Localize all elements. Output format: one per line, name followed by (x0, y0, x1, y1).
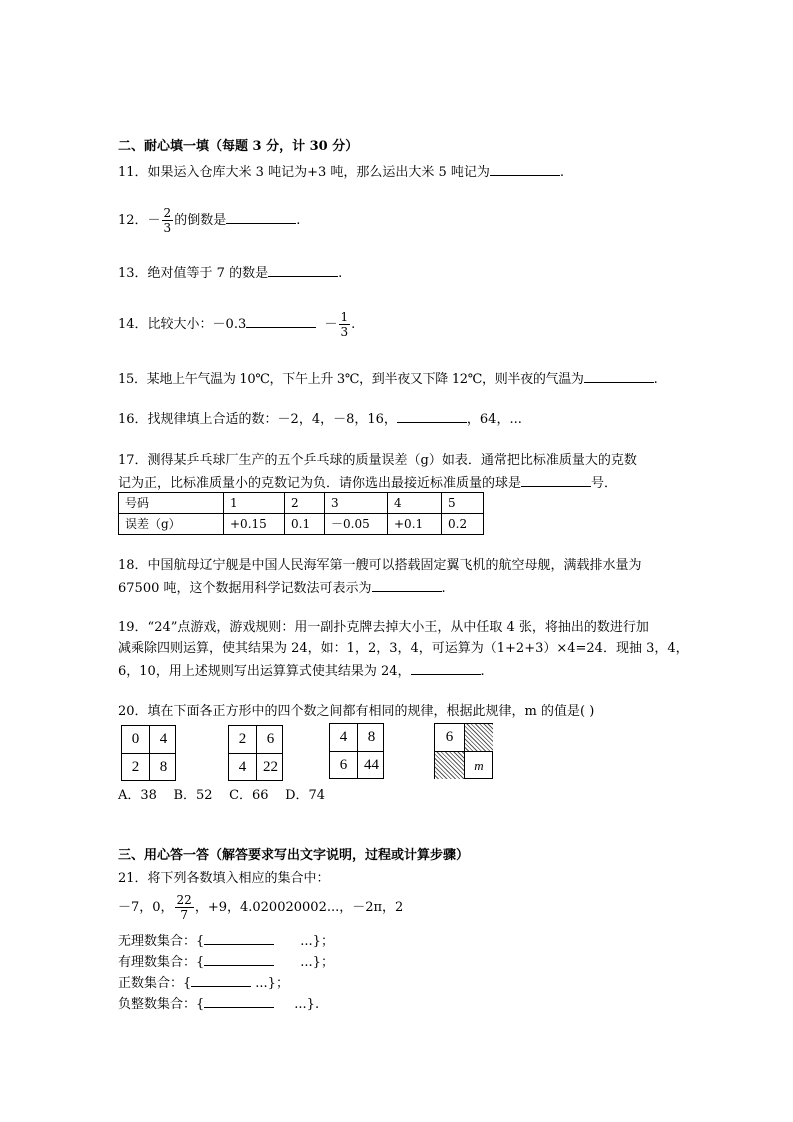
question-end: . (480, 664, 485, 679)
fraction (339, 310, 351, 339)
square-cell: 8 (367, 729, 376, 745)
fraction (162, 206, 174, 235)
answer-blank[interactable] (191, 974, 251, 987)
question-12 (118, 205, 300, 237)
number-list-prefix: －7，0， (118, 900, 174, 915)
question-18-line1: 18．中国航母辽宁舰是中国人民海军第一艘可以搭载固定翼飞机的航空母舰，满载排水量为 (118, 558, 642, 573)
number-square-4 (434, 723, 493, 779)
number-list-suffix: ，+9，4.020020002...，－2π，2 (194, 900, 404, 915)
set-label: 无理数集合：{ (118, 934, 205, 949)
question-text: 14．比较大小：－0.3 (118, 317, 247, 332)
answer-blank[interactable] (397, 410, 467, 423)
table-cell: 4 (388, 493, 442, 514)
square-cell: 4 (238, 759, 247, 775)
question-end: . (559, 165, 565, 180)
fraction-denominator: 3 (163, 221, 172, 235)
number-square-3 (329, 723, 384, 779)
minus-sign: － (324, 317, 338, 332)
question-text: 11．如果运入仓库大米 3 吨记为+3 吨，那么运出大米 5 吨记为 (118, 165, 490, 180)
square-cell: 4 (159, 731, 168, 747)
square-cell: 44 (364, 757, 379, 773)
set-label: 负整数集合：{ (118, 997, 205, 1012)
question-19-line2: 减乘除四则运算，使其结果为 24，如：1，2，3，4，可运算为（1+2+3）×4=24．现抽 3，4， (118, 641, 689, 656)
question-end: . (351, 317, 356, 332)
number-square-2 (228, 725, 283, 781)
question-19-line3 (118, 662, 485, 680)
question-20: 20．填在下面各正方形中的四个数之间都有相同的规律，根据此规律，m 的值是( ) (118, 704, 595, 719)
table-cell: 0.2 (442, 514, 484, 535)
question-11 (118, 163, 564, 181)
answer-blank[interactable] (584, 370, 654, 383)
unknown-m-cell: m (474, 757, 484, 773)
question-15 (118, 370, 657, 388)
set-end: ...}； (300, 955, 334, 970)
table-cell: +0.1 (388, 514, 442, 535)
table-row (119, 493, 484, 514)
question-21: 21．将下列各数填入相应的集合中： (118, 871, 330, 886)
set-end: ...}. (294, 997, 320, 1012)
question-17-line2 (118, 474, 617, 492)
square-cell: 6 (266, 731, 275, 747)
answer-blank[interactable] (268, 264, 338, 277)
number-square-1 (121, 725, 176, 781)
set-end: ...}； (300, 934, 334, 949)
fraction-numerator: 22 (176, 893, 192, 907)
question-prefix: 12．－ (118, 213, 161, 228)
positive-set (118, 974, 289, 992)
question-end: ，64，... (466, 412, 522, 427)
question-text: 67500 吨，这个数据用科学记数法可表示为 (118, 581, 372, 596)
table-row (119, 514, 484, 535)
square-cell: 6 (445, 729, 454, 745)
square-cell: 8 (159, 759, 168, 775)
table-cell: 3 (325, 493, 388, 514)
table-cell: 误差（g） (119, 514, 224, 535)
table-cell: 5 (442, 493, 484, 514)
table-cell: 2 (285, 493, 325, 514)
question-text: 6，10，用上述规则写出运算算式使其结果为 24， (118, 664, 411, 679)
square-cell: 22 (263, 759, 278, 775)
error-table (118, 492, 484, 535)
question-end: . (441, 581, 446, 596)
square-cell: 6 (339, 757, 348, 773)
question-text: 的倒数是 (174, 213, 227, 228)
table-cell: 0.1 (285, 514, 325, 535)
number-list (118, 892, 403, 924)
question-19-line1: 19．“24”点游戏，游戏规则：用一副扑克牌去掉大小王，从中任取 4 张，将抽出的数进行加 (118, 620, 649, 635)
set-label: 有理数集合：{ (118, 955, 205, 970)
negative-integer-set (118, 995, 319, 1013)
question-text: 记为正，比标准质量小的克数记为负．请你选出最接近标准质量的球是 (118, 476, 522, 491)
answer-blank[interactable] (204, 953, 274, 966)
answer-options: A．38 B．52 C．66 D．74 (118, 788, 326, 803)
section-title: 三、用心答一答（解答要求写出文字说明，过程或计算步骤） (118, 848, 470, 863)
question-18-line2 (118, 579, 446, 597)
question-text: 15．某地上午气温为 10℃，下午上升 3℃，到半夜又下降 12℃，则半夜的气温为 (118, 372, 584, 387)
fraction (175, 893, 194, 922)
answer-blank[interactable] (372, 579, 442, 592)
set-label: 正数集合：{ (118, 976, 192, 991)
question-17-line1: 17．测得某乒乓球厂生产的五个乒乓球的质量误差（g）如表．通常把比标准质量大的克数 (118, 453, 637, 468)
fraction-denominator: 7 (180, 908, 188, 922)
answer-blank[interactable] (226, 211, 296, 224)
table-cell: －0.05 (325, 514, 388, 535)
question-end: . (338, 266, 343, 281)
answer-blank[interactable] (490, 163, 560, 176)
question-end: . (653, 372, 658, 387)
question-end: . (296, 213, 301, 228)
answer-blank[interactable] (521, 474, 591, 487)
answer-blank[interactable] (411, 662, 481, 675)
fraction-numerator: 2 (163, 206, 172, 220)
square-cell: 0 (131, 731, 140, 747)
table-cell: 1 (224, 493, 285, 514)
table-cell: +0.15 (224, 514, 285, 535)
question-16 (118, 410, 522, 428)
question-end: 号． (591, 476, 618, 491)
question-14 (118, 309, 355, 341)
section-title: 二、耐心填一填（每题 3 分，计 30 分） (118, 139, 359, 154)
fraction-denominator: 3 (340, 325, 349, 339)
answer-blank[interactable] (204, 932, 274, 945)
answer-blank[interactable] (204, 995, 274, 1008)
hatched-cell (465, 724, 493, 751)
question-text: 16．找规律填上合适的数：－2，4，－8，16， (118, 412, 397, 427)
question-13 (118, 264, 342, 282)
set-end: ...}； (255, 976, 289, 991)
square-cell: 4 (339, 729, 348, 745)
question-text: 13．绝对值等于 7 的数是 (118, 266, 269, 281)
hatched-cell (435, 752, 464, 779)
rational-set (118, 953, 334, 971)
square-cell: 2 (131, 759, 140, 775)
table-cell: 号码 (119, 493, 224, 514)
fraction-numerator: 1 (340, 310, 349, 324)
square-cell: 2 (238, 731, 247, 747)
answer-blank[interactable] (246, 315, 316, 328)
irrational-set (118, 932, 334, 950)
